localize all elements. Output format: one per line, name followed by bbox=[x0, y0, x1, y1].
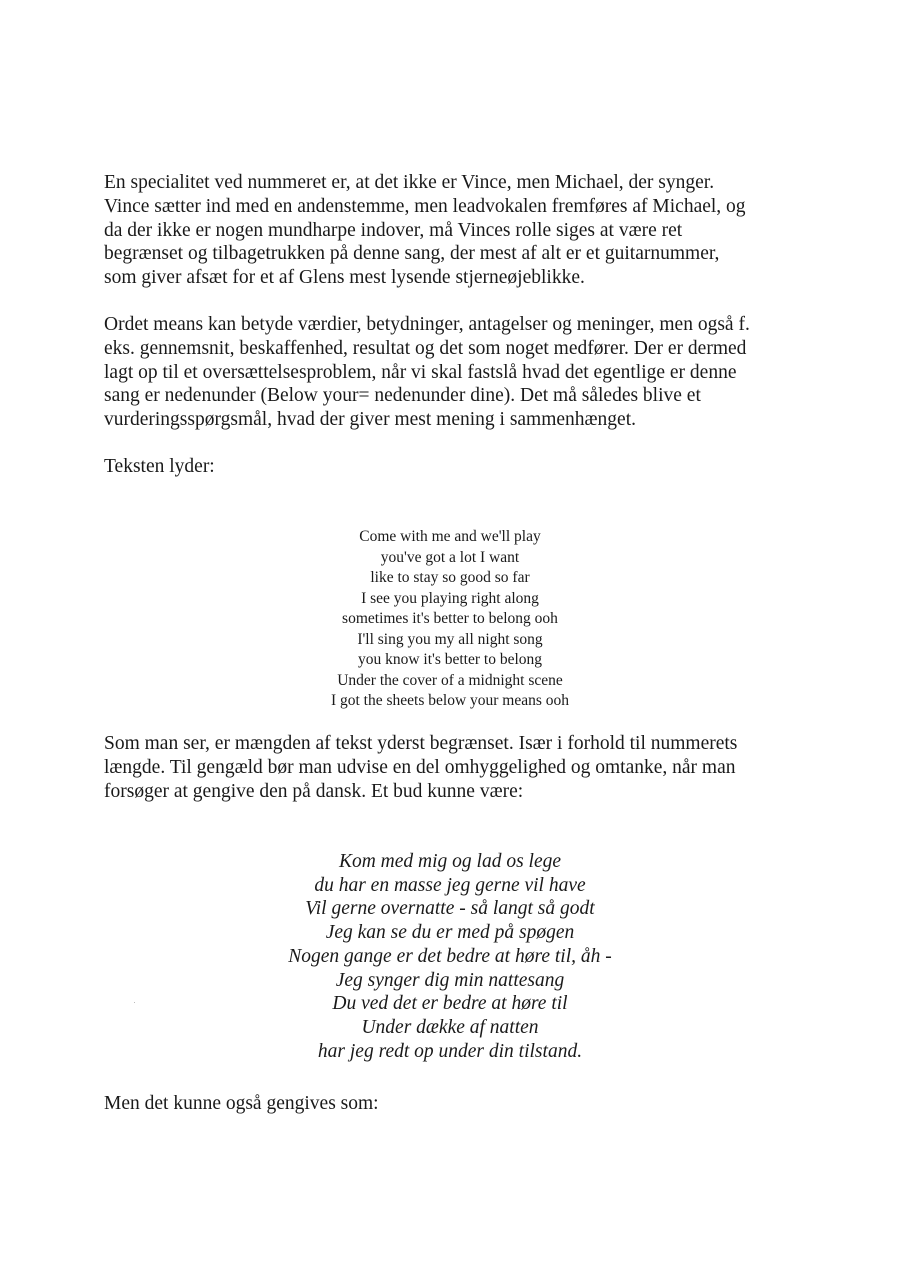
translation-line: Kom med mig og lad os lege bbox=[338, 851, 562, 872]
lyric-line: I got the sheets below your means ooh bbox=[330, 692, 570, 709]
lyric-line: Under the cover of a midnight scene bbox=[337, 671, 563, 689]
text-line: sang er nedenunder (Below your= nedenunder dine). Det må således blive et bbox=[104, 385, 701, 407]
text-line: Som man ser, er mængden af tekst yderst begrænset. Især i forhold til nummerets bbox=[104, 733, 738, 754]
paragraph-means bbox=[104, 313, 804, 432]
text-line: eks. gennemsnit, beskaffenhed, resultat og det som noget medfører. Der er dermed bbox=[104, 337, 747, 359]
text-line: Men det kunne også gengives som: bbox=[104, 1093, 379, 1114]
lyric-line: you've got a lot I want bbox=[380, 548, 520, 566]
translation-line: Jeg kan se du er med på spøgen bbox=[325, 922, 575, 944]
text-line: begrænset og tilbagetrukken på denne sang, der mest af alt er et guitarnummer, bbox=[104, 243, 720, 265]
text-line: som giver afsæt for et af Glens mest lysende stjerneøjeblikke. bbox=[104, 267, 585, 289]
lyric-line: I see you playing right along bbox=[361, 589, 539, 607]
translation-block bbox=[200, 850, 700, 1063]
lyric-line: I'll sing you my all night song bbox=[357, 630, 543, 648]
translation-line: Du ved det er bedre at høre til bbox=[332, 993, 568, 1015]
text-line: En specialitet ved nummeret er, at det ikke er Vince, men Michael, der synger. bbox=[104, 172, 715, 193]
translation-line: du har en masse jeg gerne vil have bbox=[314, 874, 586, 896]
lyric-line: you know it's better to belong bbox=[357, 651, 543, 668]
text-line: Vince sætter ind med en andenstemme, men leadvokalen fremføres af Michael, og bbox=[104, 195, 746, 217]
scan-speck bbox=[134, 1002, 135, 1003]
paragraph-alternative-intro bbox=[104, 1092, 804, 1116]
text-line: vurderingsspørgsmål, hvad der giver mest mening i sammenhænget. bbox=[104, 409, 637, 431]
lyrics-block bbox=[200, 527, 700, 712]
text-line: Ordet means kan betyde værdier, betydninger, antagelser og meninger, men også f. bbox=[104, 314, 750, 335]
translation-line: Under dække af natten bbox=[361, 1016, 539, 1038]
translation-line: Nogen gange er det bedre at høre til, åh - bbox=[288, 945, 612, 967]
paragraph-lyrics-intro bbox=[104, 455, 804, 479]
lyric-line: sometimes it's better to belong ooh bbox=[342, 610, 558, 627]
lyric-line: Come with me and we'll play bbox=[359, 528, 541, 545]
text-line: da der ikke er nogen mundharpe indover, må Vinces rolle siges at være ret bbox=[104, 219, 683, 241]
translation-line: har jeg redt op under din tilstand. bbox=[317, 1040, 583, 1062]
translation-line: Vil gerne overnatte - så langt så godt bbox=[305, 898, 595, 920]
lyric-line: like to stay so good so far bbox=[370, 569, 530, 586]
text-line: Teksten lyder: bbox=[104, 456, 215, 477]
text-line: længde. Til gengæld bør man udvise en del omhyggelighed og omtanke, når man bbox=[104, 756, 736, 778]
text-line: lagt op til et oversættelsesproblem, når vi skal fastslå hvad det egentlige er denne bbox=[104, 361, 737, 383]
paragraph-intro bbox=[104, 171, 804, 290]
text-line: forsøger at gengive den på dansk. Et bud kunne være: bbox=[104, 780, 524, 802]
paragraph-translation-intro bbox=[104, 732, 804, 803]
translation-line: Jeg synger dig min nattesang bbox=[335, 969, 565, 991]
